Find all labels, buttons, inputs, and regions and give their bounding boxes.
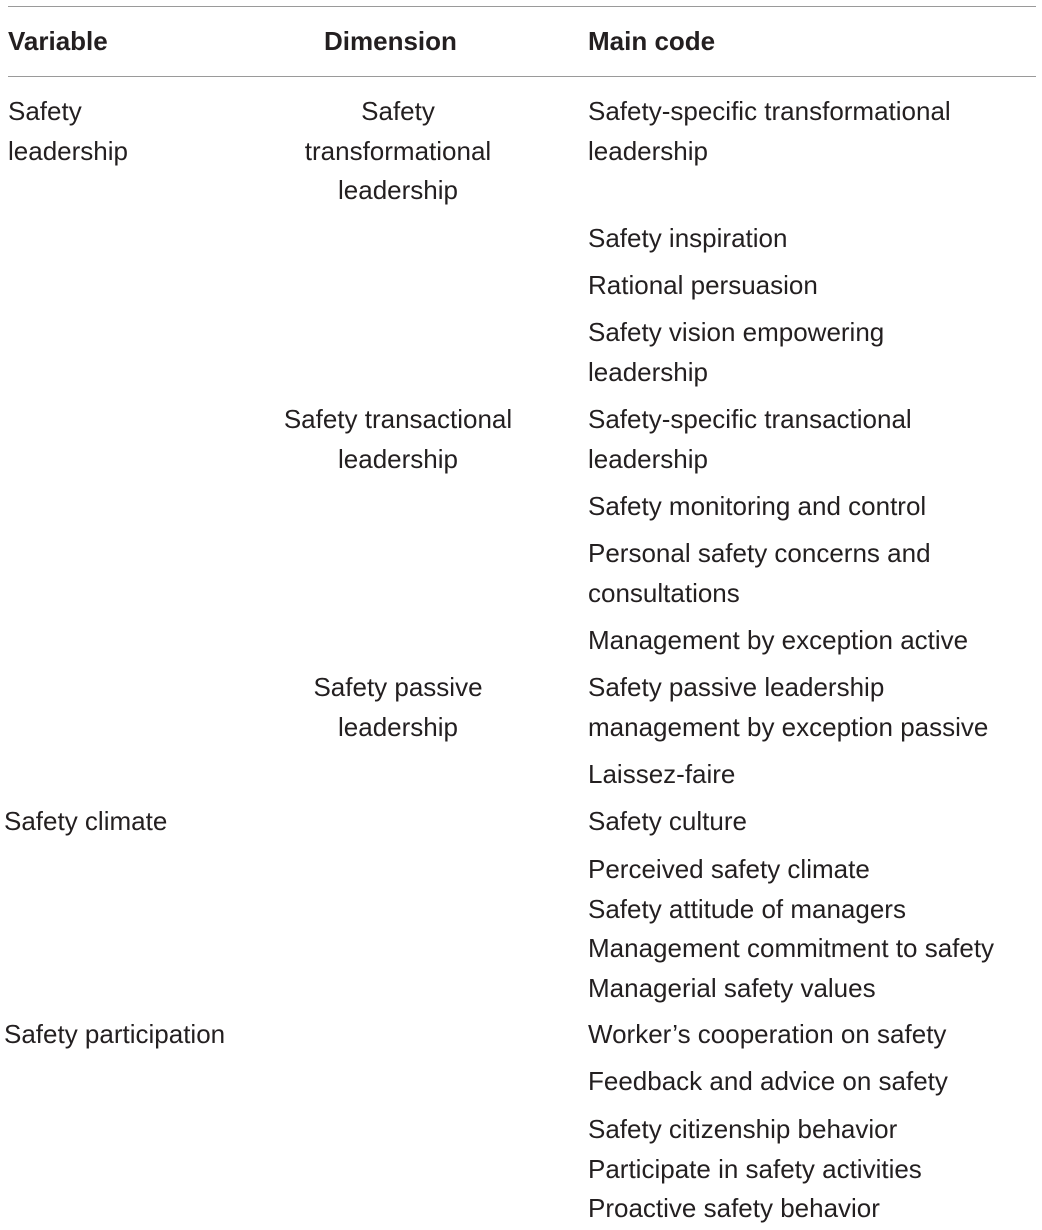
main-code-cell: Laissez-faire	[588, 759, 736, 789]
main-code-cell: Perceived safety climate Safety attitude of managers Management commitment to safety Managerial safety values	[588, 854, 995, 1003]
main-code-cell: Safety vision empowering leadership	[588, 317, 885, 387]
dimension-cell: Safety transformational leadership	[304, 96, 492, 205]
header-main-code: Main code	[588, 26, 716, 56]
main-code-cell: Rational persuasion	[588, 270, 818, 300]
variable-cell: Safety climate	[4, 806, 168, 836]
variable-cell: Safety leadership	[8, 96, 128, 166]
main-code-cell: Safety monitoring and control	[588, 491, 927, 521]
header-rule	[8, 76, 1036, 77]
main-code-cell: Feedback and advice on safety	[588, 1066, 948, 1096]
header-variable: Variable	[8, 26, 108, 56]
main-code-cell: Safety passive leadership management by exception passive	[588, 672, 989, 742]
main-code-cell: Management by exception active	[588, 625, 969, 655]
main-code-cell: Personal safety concerns and consultations	[588, 538, 931, 608]
main-code-cell: Safety inspiration	[588, 223, 788, 253]
header-dimension: Dimension	[324, 26, 457, 56]
main-code-cell: Worker’s cooperation on safety	[588, 1019, 947, 1049]
main-code-cell: Safety culture	[588, 806, 747, 836]
variable-cell: Safety participation	[4, 1019, 226, 1049]
dimension-cell: Safety passive leadership	[313, 672, 483, 742]
main-code-cell: Safety-specific transactional leadership	[588, 404, 912, 474]
main-code-cell: Safety-specific transformational leadership	[588, 96, 951, 166]
dimension-cell: Safety transactional leadership	[283, 404, 513, 474]
table-top-rule	[8, 6, 1036, 7]
main-code-cell: Safety citizenship behavior Participate in safety activities Proactive safety behavior	[588, 1114, 922, 1223]
